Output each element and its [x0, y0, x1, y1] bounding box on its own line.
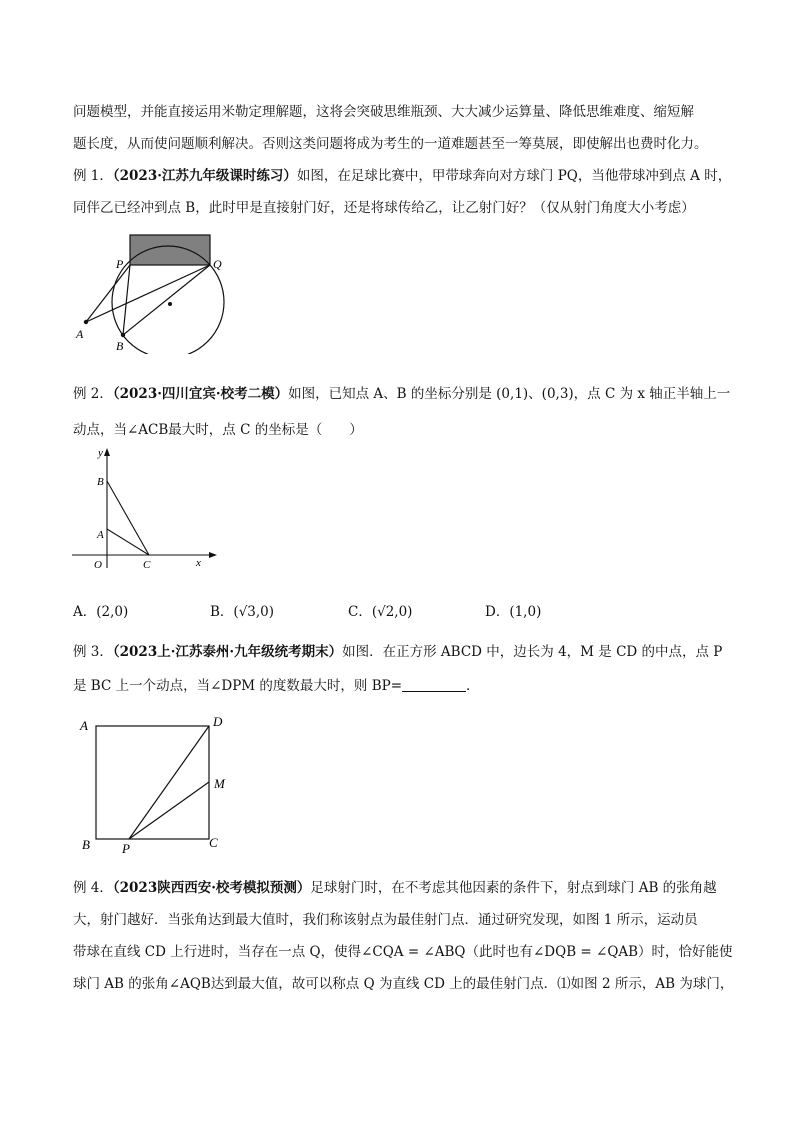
option-d-key: D．: [485, 604, 510, 620]
example-3-text-2b: ．: [466, 678, 480, 694]
example-4-text-1: 足球射门时，在不考虑其他因素的条件下，射点到球门 AB 的张角越: [310, 880, 717, 896]
goal-rectangle: [130, 235, 210, 265]
x-axis-arrow: [209, 552, 217, 558]
label-x: x: [196, 557, 201, 569]
line-AC: [107, 529, 149, 555]
example-4-line-2: 大，射门越好．当张角达到最大值时，我们称该射点为最佳射门点．通过研究发现，如图 1 所示，运动员: [73, 912, 698, 928]
label-M: M: [214, 776, 225, 791]
option-d[interactable]: [485, 598, 541, 626]
label-C: C: [209, 835, 218, 850]
example-3-line-2: [73, 670, 728, 702]
label-Q: Q: [213, 257, 222, 271]
option-b-value: (√3,0): [233, 604, 275, 620]
y-axis-arrow: [104, 448, 110, 456]
label-A: A: [80, 718, 88, 733]
label-B: B: [82, 837, 90, 852]
label-y: y: [98, 447, 103, 459]
line-QA: [86, 265, 210, 322]
example-3-line-1: [73, 636, 728, 668]
answer-blank[interactable]: [402, 677, 466, 692]
label-A: A: [97, 529, 104, 541]
label-D: D: [213, 714, 223, 729]
example-2-figure: [70, 444, 220, 574]
option-d-value: (1,0): [509, 604, 542, 620]
line-BC: [107, 481, 149, 555]
intro-line-1: 问题模型，并能直接运用米勒定理解题，这将会突破思维瓶颈、大大减少运算量、降低思维难度、缩短解: [73, 104, 694, 120]
line-QB: [123, 265, 210, 335]
line-PA: [86, 265, 130, 322]
example-4-line-3: 带球在直线 CD 上行进时，当存在一点 Q，使得∠CQA = ∠ABQ（此时也有∠DQB = ∠QAB）时，恰好能使: [73, 944, 733, 960]
label-P: P: [122, 841, 130, 856]
option-a-value: (2,0): [96, 604, 129, 620]
example-4-line-1: [73, 872, 728, 904]
example-3-source: （2023上·江苏泰州·九年级统考期末）: [112, 644, 343, 660]
example-2-line-2: 动点，当∠ACB最大时，点 C 的坐标是（ ）: [73, 422, 363, 438]
option-a[interactable]: [73, 598, 128, 626]
example-4-source: （2023陕西西安·校考模拟预测）: [112, 880, 311, 896]
example-4-line-4: 球门 AB 的张角∠AQB达到最大值，故可以称点 Q 为直线 CD 上的最佳射门点．⑴如图 2 所示，AB 为球门，: [73, 976, 734, 992]
circle-center: [168, 302, 172, 306]
option-b[interactable]: [210, 598, 274, 626]
example-3-text-1: 如图．在正方形 ABCD 中，边长为 4，M 是 CD 的中点，点 P: [342, 644, 723, 660]
line-PM: [129, 782, 209, 839]
example-1-text-1: 如图，在足球比赛中，甲带球奔向对方球门 PQ，当他带球冲到点 A 时，: [296, 168, 732, 184]
point-B: [121, 333, 125, 337]
label-A: A: [76, 327, 84, 341]
example-4-label: 例 4．: [73, 880, 113, 896]
line-PD: [129, 726, 209, 839]
example-1-line-1: [73, 160, 732, 192]
point-A: [84, 320, 88, 324]
option-c-key: C．: [348, 604, 372, 620]
example-1-line-2: 同伴乙已经冲到点 B，此时甲是直接射门好，还是将球传给乙，让乙射门好？（仅从射门角度大小考虑）: [73, 200, 695, 216]
example-1-figure: [70, 228, 240, 354]
option-c-value: (√2,0): [371, 604, 413, 620]
example-1-label: 例 1．: [73, 168, 113, 184]
option-b-key: B．: [210, 604, 234, 620]
example-3-label: 例 3．: [73, 644, 113, 660]
intro-line-2: 题长度，从而使问题顺利解决。否则这类问题将成为考生的一道难题甚至一筹莫展，即使解出也费时化力。: [73, 136, 708, 152]
option-c[interactable]: [348, 598, 412, 626]
example-2-label: 例 2．: [73, 386, 113, 402]
example-3-figure: [70, 708, 240, 858]
label-B: B: [116, 339, 124, 353]
label-P: P: [116, 257, 124, 271]
label-C: C: [143, 559, 151, 571]
example-2-line-1: [73, 378, 731, 410]
example-3-text-2a: 是 BC 上一个动点，当∠DPM 的度数最大时，则 BP=: [73, 678, 403, 694]
label-B: B: [97, 476, 104, 488]
line-PB: [123, 265, 130, 335]
option-a-key: A．: [73, 604, 97, 620]
example-1-source: （2023·江苏九年级课时练习）: [112, 168, 297, 184]
label-O: O: [94, 559, 102, 571]
example-2-text-1: 如图，已知点 A、B 的坐标分别是 (0,1)、(0,3)，点 C 为 x 轴正半轴上一: [288, 386, 731, 402]
example-2-source: （2023·四川宜宾·校考二模）: [112, 386, 289, 402]
